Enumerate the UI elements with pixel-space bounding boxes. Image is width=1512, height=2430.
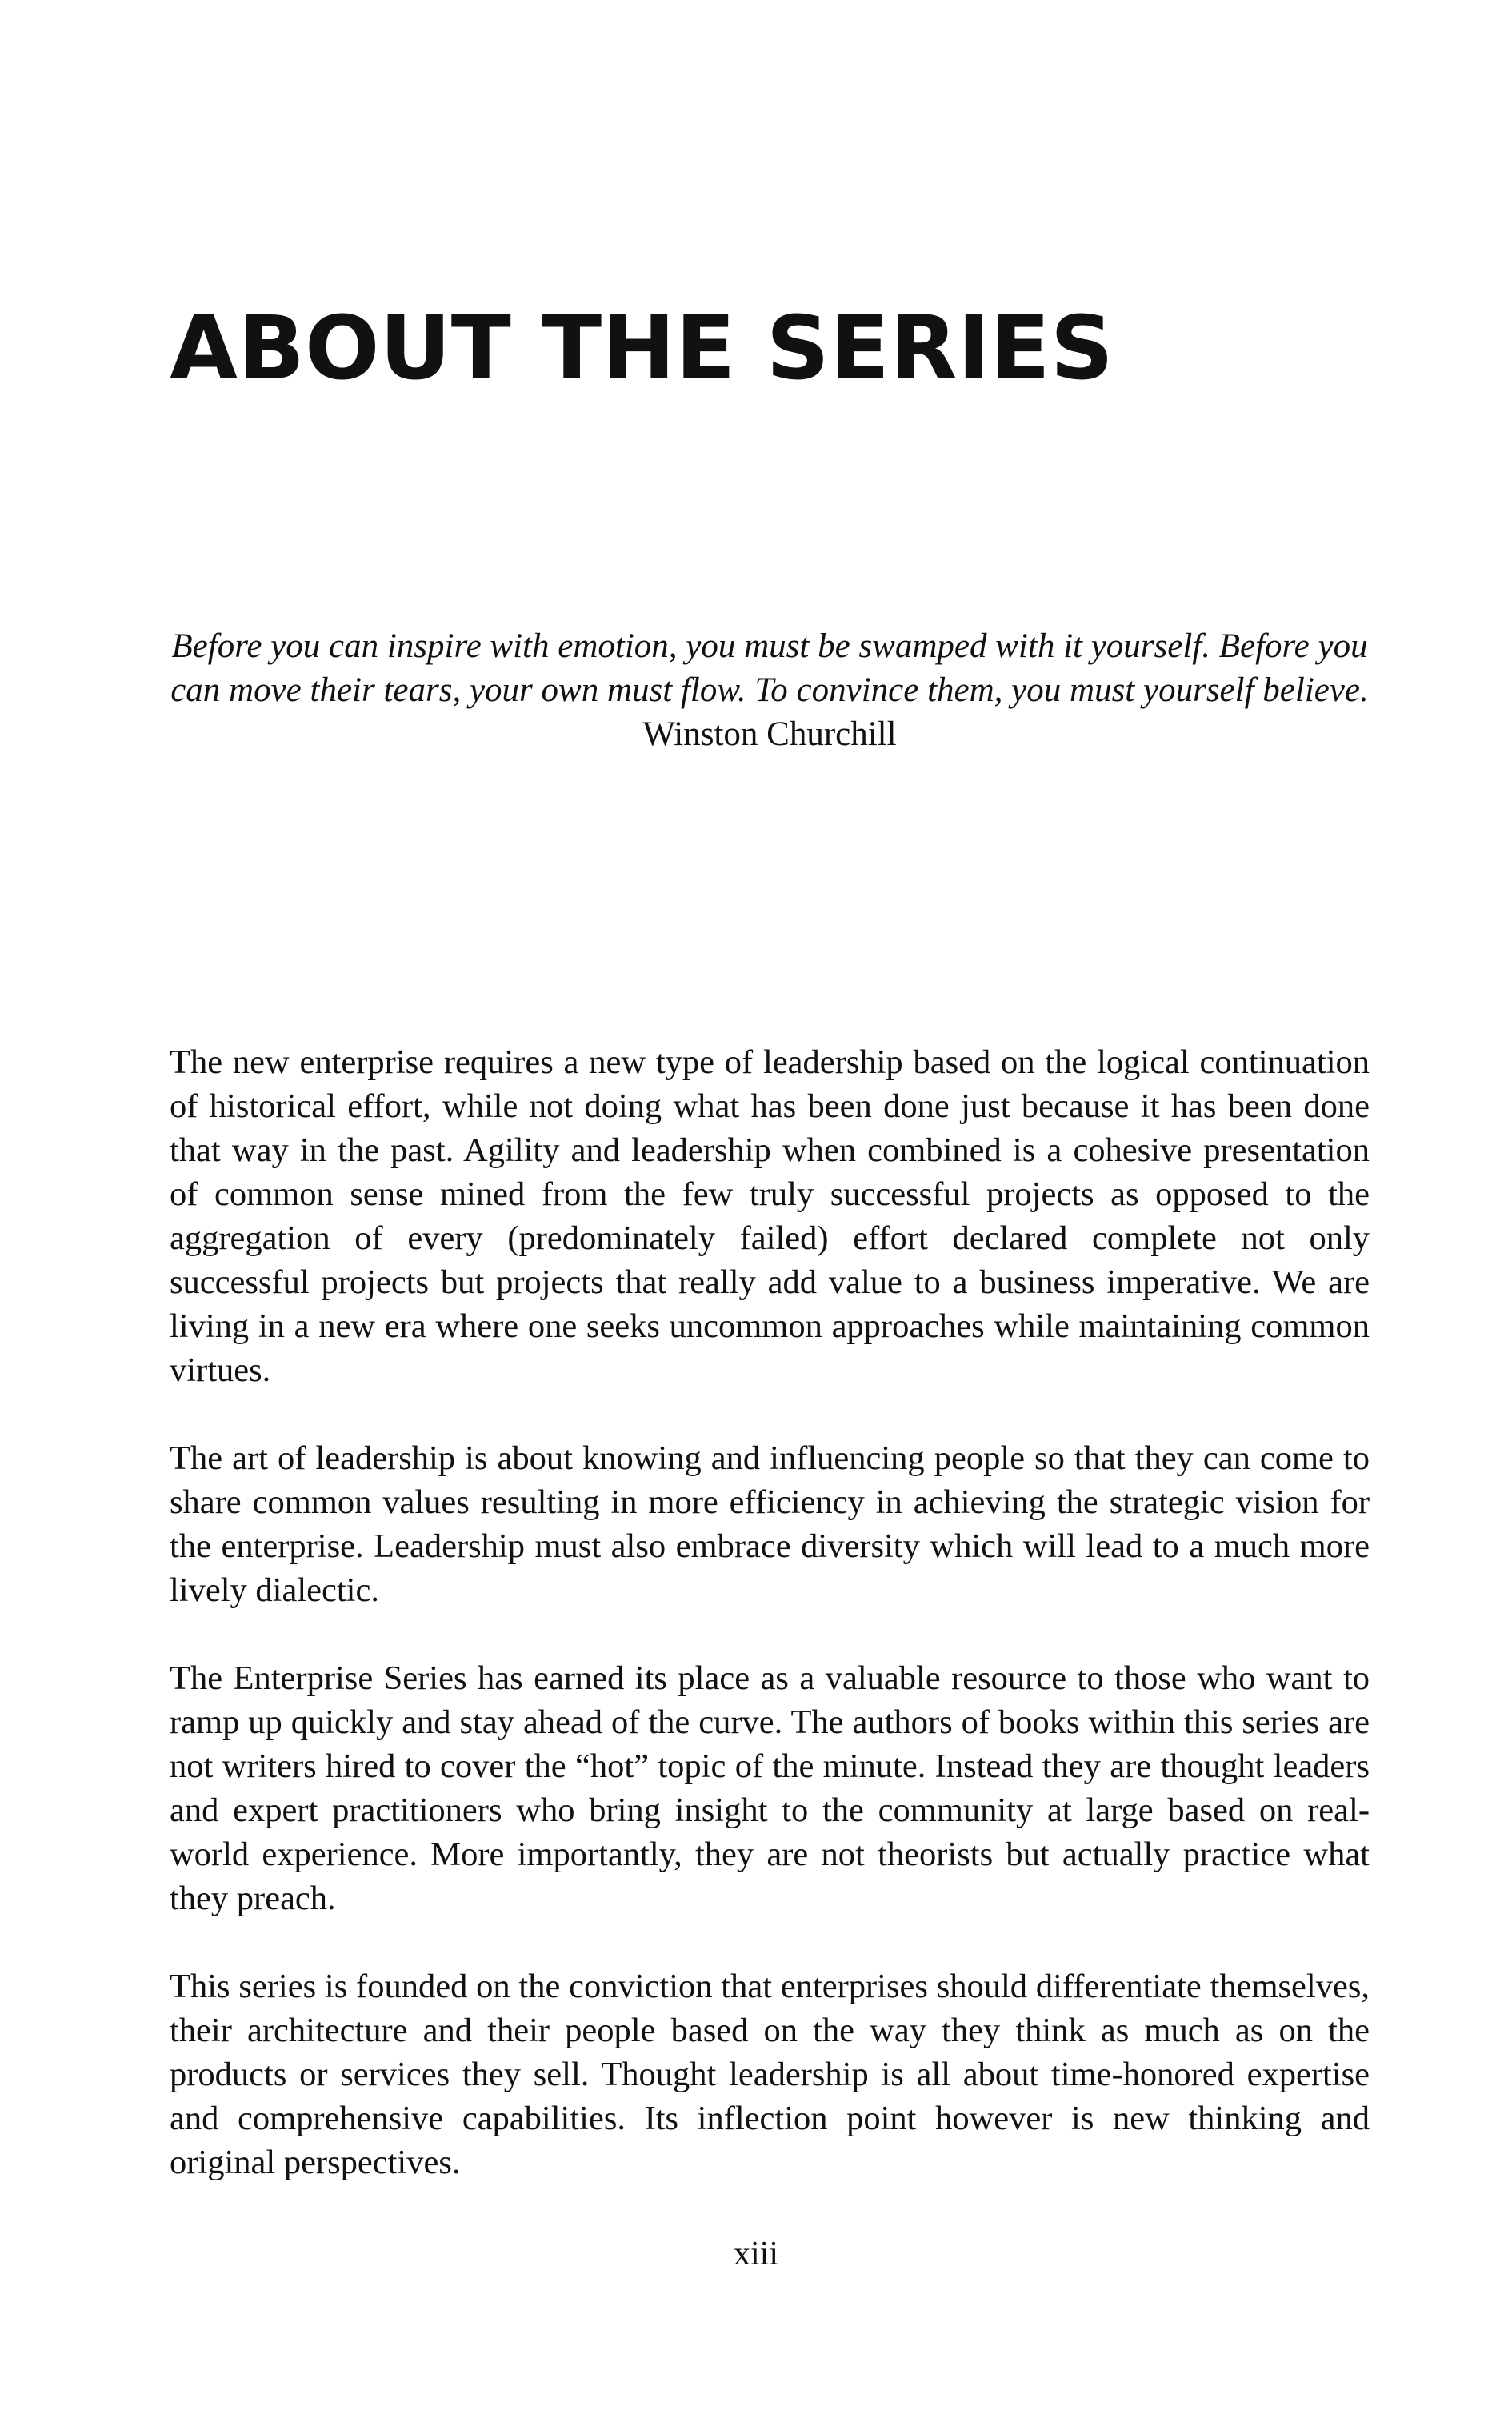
page-number: xiii xyxy=(733,2236,778,2272)
epigraph-quote: Before you can inspire with emotion, you must be swamped with it yourself. Before you can move their tears, your own must flow. To convince them, you must yourself believe. xyxy=(170,627,1369,709)
paragraph-3: The Enterprise Series has earned its place as a valuable resource to those who want to ramp up quickly and stay ahead of the curve. The authors of books within this series are not writers hired to cover the “hot” topic of the minute. Instead they are thought leaders and expert practitioners who bring insight to the community at large based on real-world experience. More importantly, they are not theorists but actually practice what they preach. xyxy=(170,1659,1370,1917)
paragraph-4: This series is founded on the conviction that enterprises should differentiate themselves, their architecture and their people based on the way they think as much as on the products or services they sell. Thought leadership is all about time-honored expertise and comprehensive capabilities. Its inflection point however is new thinking and original perspectives. xyxy=(170,1968,1370,2181)
page-title: ABOUT THE SERIES xyxy=(170,297,1114,399)
body-text xyxy=(170,1040,1370,2184)
epigraph-attribution: Winston Churchill xyxy=(642,715,897,753)
paragraph-2: The art of leadership is about knowing and influencing people so that they can come to share common values resulting in more efficiency in achieving the strategic vision for the enterprise. Leadership must also embrace diversity which will lead to a much more lively dialectic. xyxy=(170,1439,1370,1609)
paragraph-1: The new enterprise requires a new type of leadership based on the logical continuation of historical effort, while not doing what has been done just because it has been done that way in the past. Agility and leadership when combined is a cohesive presentation of common sense mined from the few truly successful projects as opposed to the aggregation of every (predominately failed) effort declared complete not only successful projects but projects that really add value to a business imperative. We are living in a new era where one seeks uncommon approaches while maintaining common virtues. xyxy=(170,1043,1370,1389)
epigraph xyxy=(170,624,1370,756)
